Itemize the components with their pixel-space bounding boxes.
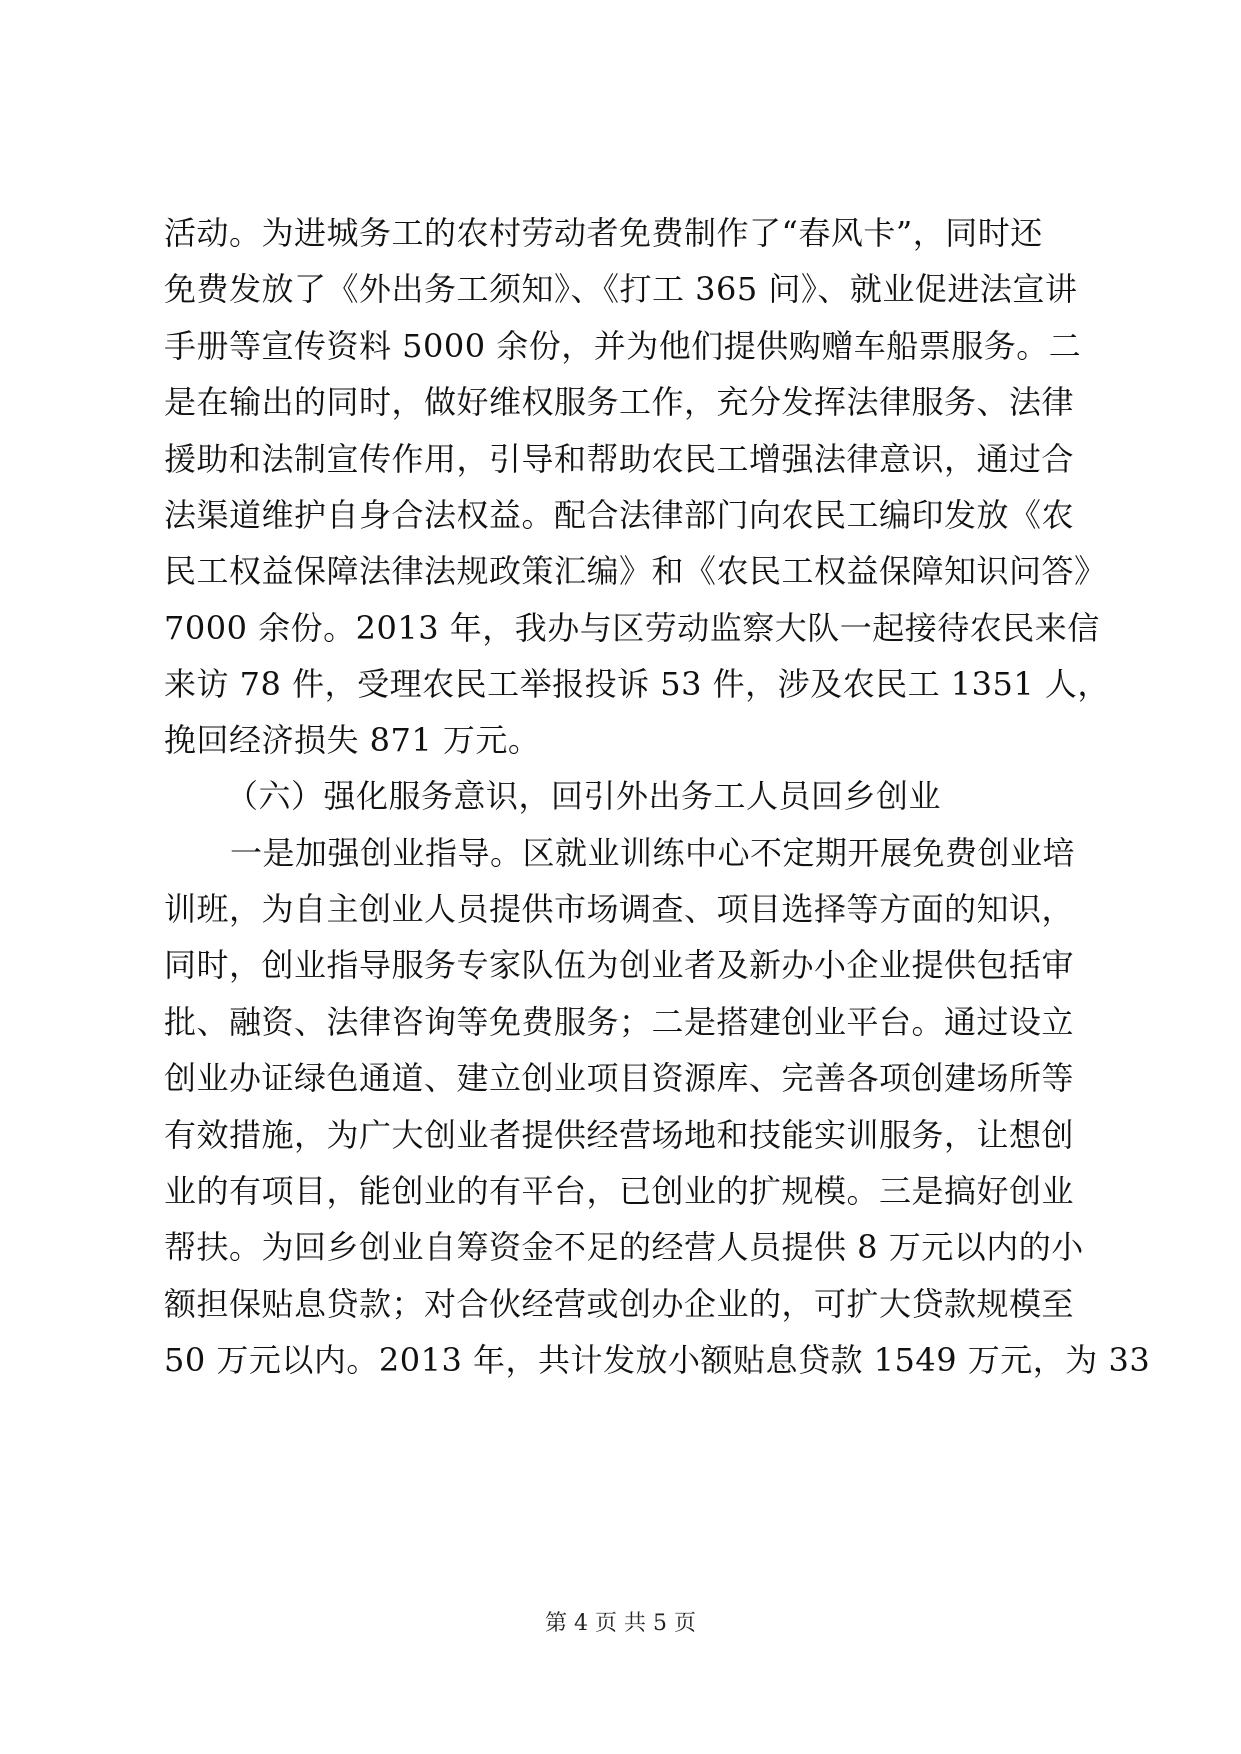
body-text-line: 业的有项目，能创业的有平台，已创业的扩规模。三是搞好创业 <box>164 1172 1075 1210</box>
body-text-line: 挽回经济损失 871 万元。 <box>164 721 541 759</box>
body-text-line: 免费发放了《外出务工须知》、《打工 365 问》、就业促进法宣讲 <box>164 270 1078 308</box>
body-text-line: 额担保贴息贷款；对合伙经营或创办企业的，可扩大贷款规模至 <box>164 1285 1075 1323</box>
body-text-line: 活动。为进城务工的农村劳动者免费制作了“春风卡”，同时还 <box>164 214 1043 252</box>
body-text-line: 是在输出的同时，做好维权服务工作，充分发挥法律服务、法律 <box>164 383 1075 421</box>
body-text-line: 7000 余份。2013 年，我办与区劳动监察大队一起接待农民来信 <box>164 609 1100 647</box>
body-text-line: 手册等宣传资料 5000 余份，并为他们提供购赠车船票服务。二 <box>164 327 1082 365</box>
body-text-line: 帮扶。为回乡创业自筹资金不足的经营人员提供 8 万元以内的小 <box>164 1228 1084 1266</box>
body-text-line: 50 万元以内。2013 年，共计发放小额贴息贷款 1549 万元，为 33 <box>164 1341 1151 1379</box>
body-text-line: 有效措施，为广大创业者提供经营场地和技能实训服务，让想创 <box>164 1116 1075 1154</box>
body-text-line: 批、融资、法律咨询等免费服务；二是搭建创业平台。通过设立 <box>164 1003 1075 1041</box>
body-text-line: 创业办证绿色通道、建立创业项目资源库、完善各项创建场所等 <box>164 1059 1075 1097</box>
body-text-line: 来访 78 件，受理农民工举报投诉 53 件，涉及农民工 1351 人， <box>164 665 1110 703</box>
body-text-line: 民工权益保障法律法规政策汇编》和《农民工权益保障知识问答》 <box>164 552 1107 590</box>
body-text-line: 援助和法制宣传作用，引导和帮助农民工增强法律意识，通过合 <box>164 440 1075 478</box>
body-text-line: 法渠道维护自身合法权益。配合法律部门向农民工编印发放《农 <box>164 496 1075 534</box>
body-text-line: 训班，为自主创业人员提供市场调查、项目选择等方面的知识， <box>164 890 1075 928</box>
section-heading: （六）强化服务意识，回引外出务工人员回乡创业 <box>226 777 942 815</box>
body-text-line: 一是加强创业指导。区就业训练中心不定期开展免费创业培 <box>230 834 1076 872</box>
body-text-line: 同时，创业指导服务专家队伍为创业者及新办小企业提供包括审 <box>164 946 1075 984</box>
page-footer: 第 4 页 共 5 页 <box>545 1611 696 1636</box>
